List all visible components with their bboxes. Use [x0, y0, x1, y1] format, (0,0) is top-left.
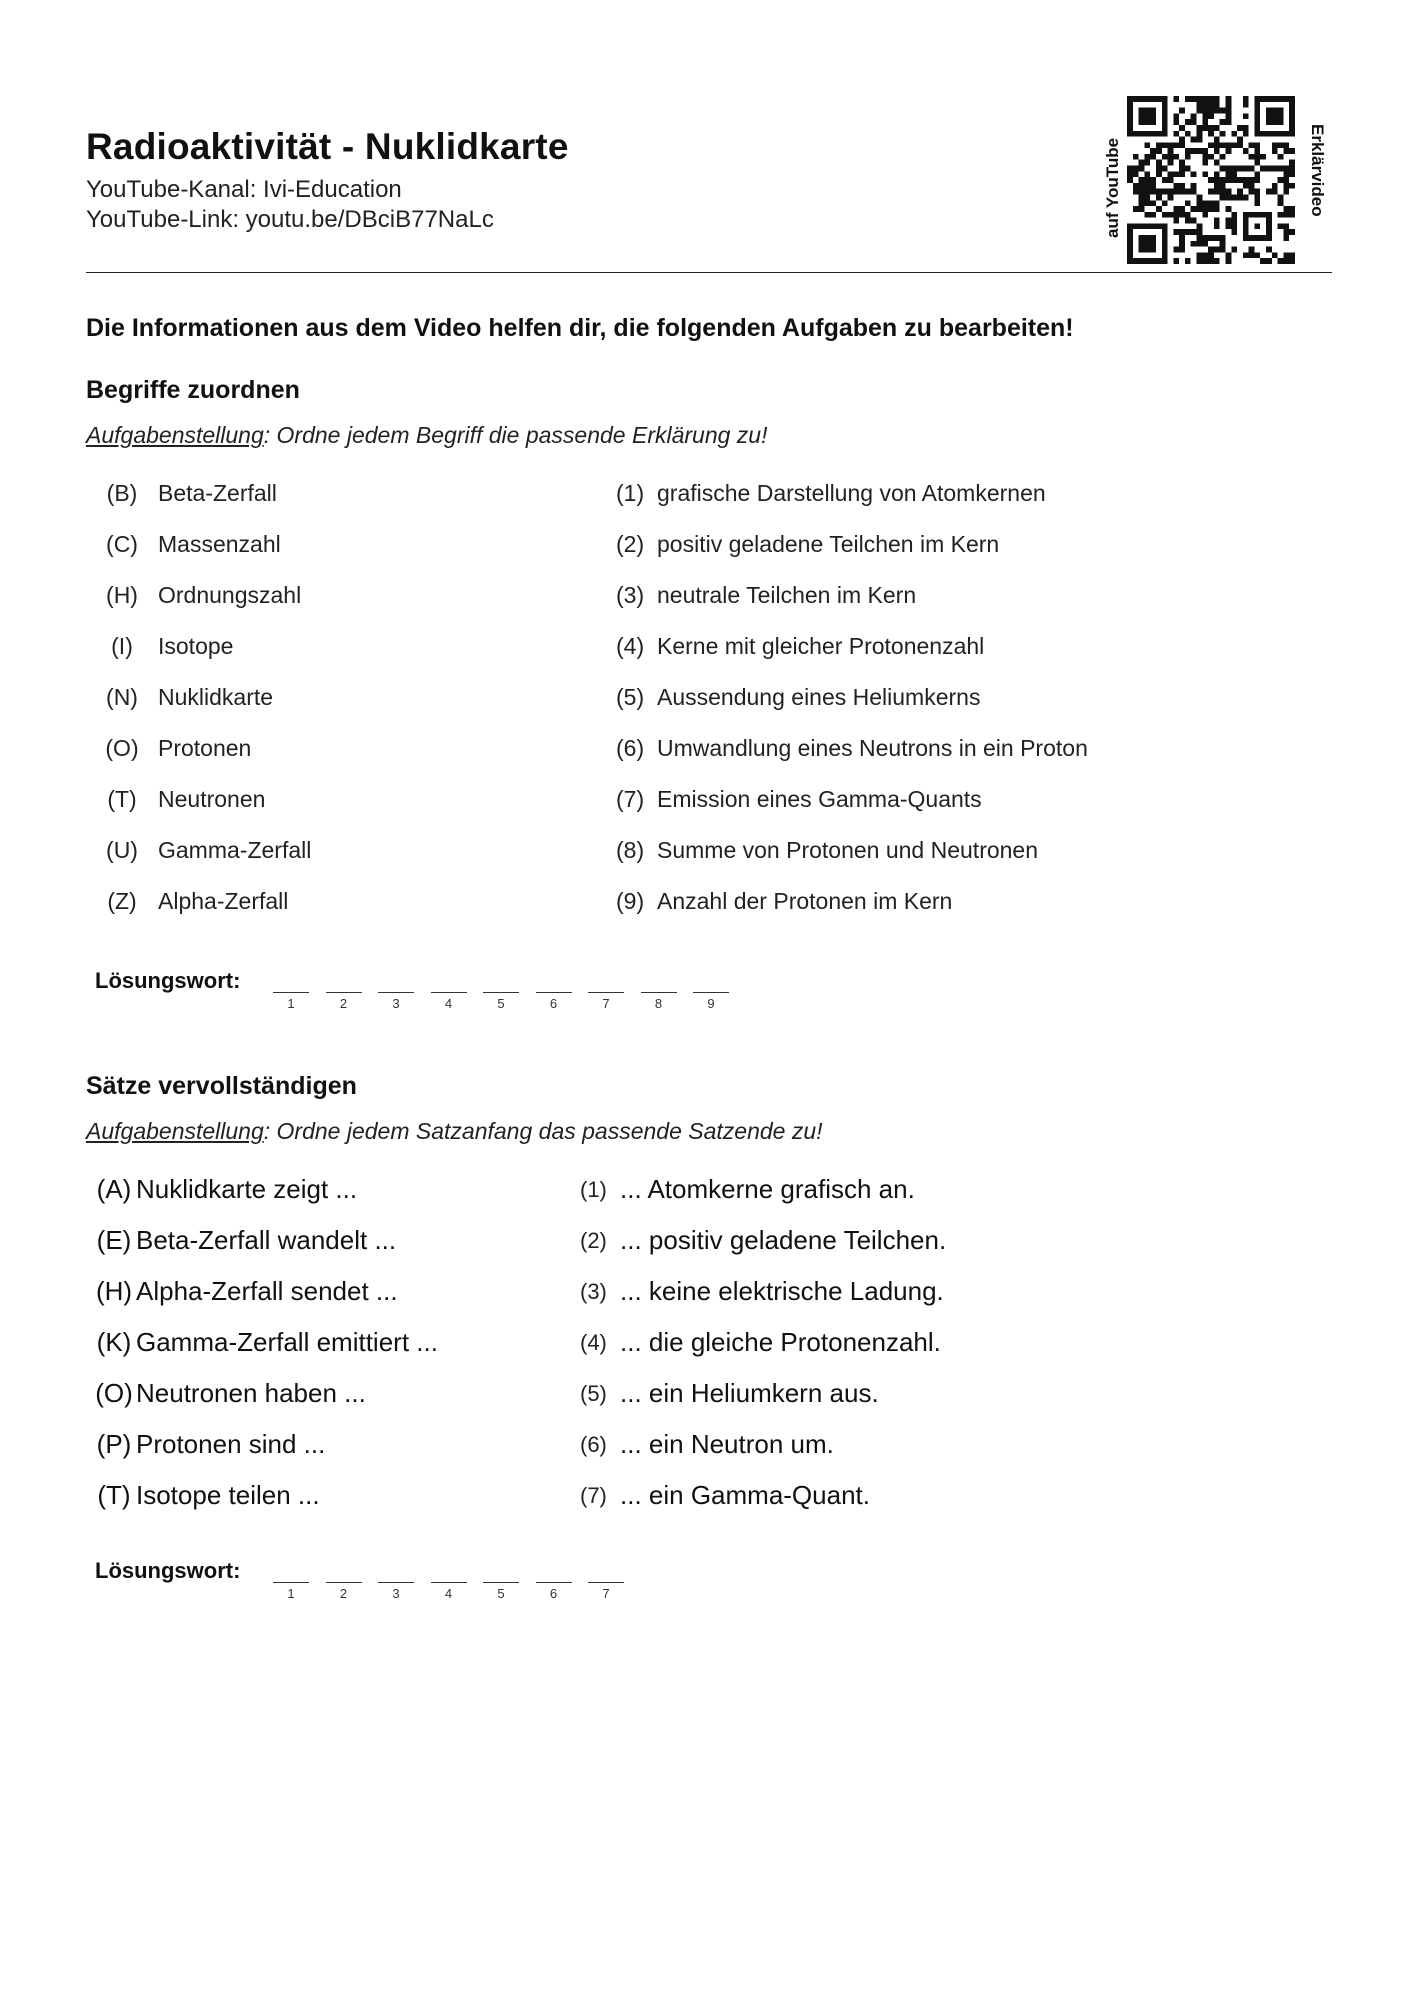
- sentence-start-code: (A): [96, 1174, 132, 1204]
- section1-task-text: : Ordne jedem Begriff die passende Erklärung zu!: [263, 422, 768, 448]
- sentence-ending-number: (4): [580, 1330, 607, 1355]
- qr-left-label-text: auf YouTube: [1103, 137, 1122, 238]
- definition-number: (3): [616, 582, 645, 608]
- sentence-ending-text: ... ein Heliumkern aus.: [620, 1378, 879, 1408]
- section2-heading: Sätze vervollständigen: [86, 1072, 357, 1100]
- sentence-start-text: Beta-Zerfall wandelt ...: [136, 1225, 397, 1255]
- definition-number: (9): [616, 888, 645, 914]
- sentence-ending-text: ... ein Neutron um.: [620, 1429, 834, 1459]
- definition-text: Kerne mit gleicher Protonenzahl: [657, 633, 985, 659]
- term-code: (T): [107, 786, 137, 812]
- term-code: (B): [106, 480, 138, 506]
- sentence-ending-number: (2): [580, 1228, 607, 1253]
- definition-number: (7): [616, 786, 645, 812]
- sentence-start-code: (O): [95, 1378, 133, 1408]
- solution-blank[interactable]: [431, 1582, 467, 1583]
- term-code: (H): [106, 582, 138, 608]
- sentence-ending-number: (5): [580, 1381, 607, 1406]
- solution-blank-number: 4: [444, 1586, 453, 1601]
- term-text: Isotope: [158, 633, 234, 659]
- solution-blank[interactable]: [273, 992, 309, 993]
- term-text: Ordnungszahl: [158, 582, 302, 608]
- solution-blank-number: 9: [707, 996, 715, 1011]
- definition-number: (6): [616, 735, 645, 761]
- solution-blank-number: 2: [339, 1586, 348, 1601]
- term-text: Neutronen: [158, 786, 266, 812]
- sentence-start-text: Nuklidkarte zeigt ...: [136, 1174, 358, 1204]
- solution-blank-number: 8: [654, 996, 663, 1011]
- youtube-channel: YouTube-Kanal: Ivi-Education: [86, 176, 402, 203]
- solution-blank[interactable]: [378, 992, 414, 993]
- solution-blank[interactable]: [483, 992, 519, 993]
- definition-text: Aussendung eines Heliumkerns: [657, 684, 981, 710]
- sentence-ending-text: ... die gleiche Protonenzahl.: [620, 1327, 941, 1357]
- page-title: Radioaktivität - Nuklidkarte: [86, 126, 569, 167]
- qr-right-label-text: Erklärvideo: [1308, 124, 1327, 217]
- definition-text: grafische Darstellung von Atomkernen: [657, 480, 1046, 506]
- solution-blank-number: 5: [497, 996, 505, 1011]
- solution-blank[interactable]: [273, 1582, 309, 1583]
- qr-right-label: [1290, 120, 1350, 240]
- intro-text: Die Informationen aus dem Video helfen dir, die folgenden Aufgaben zu bearbeiten!: [86, 314, 1074, 342]
- section1-task-label: Aufgabenstellung: [86, 422, 264, 448]
- definition-text: Emission eines Gamma-Quants: [657, 786, 982, 812]
- solution-blank[interactable]: [588, 992, 624, 993]
- solution-blank-number: 3: [392, 996, 400, 1011]
- term-text: Nuklidkarte: [158, 684, 274, 710]
- solution-blank[interactable]: [326, 1582, 362, 1583]
- term-text: Gamma-Zerfall: [158, 837, 312, 863]
- solution-blank[interactable]: [641, 992, 677, 993]
- sentence-start-code: (T): [97, 1480, 131, 1510]
- qr-code-icon[interactable]: [1127, 96, 1295, 264]
- solution-blank[interactable]: [693, 992, 729, 993]
- sentence-ending-number: (6): [580, 1432, 607, 1457]
- sentence-start-code: (P): [96, 1429, 132, 1459]
- solution-blank[interactable]: [536, 992, 572, 993]
- solution-blank[interactable]: [431, 992, 467, 993]
- section1-task: [86, 422, 768, 449]
- term-code: (N): [106, 684, 138, 710]
- term-code: (I): [111, 633, 133, 659]
- sentence-ending-text: ... ein Gamma-Quant.: [620, 1480, 870, 1510]
- definition-text: Summe von Protonen und Neutronen: [657, 837, 1039, 863]
- solution-blank[interactable]: [378, 1582, 414, 1583]
- sentence-ending-text: ... positiv geladene Teilchen.: [620, 1225, 947, 1255]
- definition-number: (5): [616, 684, 645, 710]
- section2-solution-label: Lösungswort:: [95, 1558, 241, 1583]
- definition-number: (1): [616, 480, 645, 506]
- solution-blank-number: 1: [287, 996, 295, 1011]
- term-text: Beta-Zerfall: [158, 480, 277, 506]
- section1-solution-label: Lösungswort:: [95, 968, 241, 993]
- sentence-ending-number: (1): [580, 1177, 607, 1202]
- term-text: Massenzahl: [158, 531, 281, 557]
- solution-blank-number: 1: [287, 1586, 295, 1601]
- definition-number: (4): [616, 633, 645, 659]
- sentence-ending-text: ... keine elektrische Ladung.: [620, 1276, 944, 1306]
- solution-blank-number: 2: [339, 996, 348, 1011]
- definition-text: Anzahl der Protonen im Kern: [657, 888, 953, 914]
- term-code: (O): [105, 735, 139, 761]
- solution-blank-number: 3: [392, 1586, 400, 1601]
- sentence-start-code: (K): [96, 1327, 132, 1357]
- term-code: (C): [106, 531, 138, 557]
- sentence-start-text: Isotope teilen ...: [136, 1480, 320, 1510]
- section2-task-text: : Ordne jedem Satzanfang das passende Satzende zu!: [263, 1118, 823, 1144]
- sentence-start-code: (E): [96, 1225, 132, 1255]
- definition-number: (8): [616, 837, 645, 863]
- solution-blank[interactable]: [536, 1582, 572, 1583]
- solution-blank[interactable]: [588, 1582, 624, 1583]
- sentence-start-text: Alpha-Zerfall sendet ...: [136, 1276, 398, 1306]
- solution-blank-number: 4: [444, 996, 453, 1011]
- section1-heading: Begriffe zuordnen: [86, 376, 300, 404]
- solution-blank-number: 6: [549, 1586, 558, 1601]
- term-code: (U): [106, 837, 138, 863]
- sentence-ending-number: (7): [580, 1483, 607, 1508]
- definition-number: (2): [616, 531, 645, 557]
- definition-text: neutrale Teilchen im Kern: [657, 582, 917, 608]
- sentence-start-code: (H): [95, 1276, 133, 1306]
- solution-blank-number: 7: [602, 1586, 610, 1601]
- solution-blank-number: 5: [497, 1586, 505, 1601]
- solution-blank-number: 7: [602, 996, 610, 1011]
- header-divider: [86, 272, 1332, 273]
- definition-text: positiv geladene Teilchen im Kern: [657, 531, 1000, 557]
- section2-task: [86, 1118, 823, 1145]
- solution-blank[interactable]: [326, 992, 362, 993]
- sentence-ending-number: (3): [580, 1279, 607, 1304]
- solution-blank-number: 6: [549, 996, 558, 1011]
- definition-text: Umwandlung eines Neutrons in ein Proton: [657, 735, 1088, 761]
- term-text: Alpha-Zerfall: [158, 888, 289, 914]
- section2-task-label: Aufgabenstellung: [86, 1118, 264, 1144]
- term-code: (Z): [107, 888, 137, 914]
- sentence-start-text: Neutronen haben ...: [136, 1378, 366, 1408]
- term-text: Protonen: [158, 735, 252, 761]
- sentence-ending-text: ... Atomkerne grafisch an.: [620, 1174, 915, 1204]
- sentence-start-text: Gamma-Zerfall emittiert ...: [136, 1327, 438, 1357]
- solution-blank[interactable]: [483, 1582, 519, 1583]
- youtube-link[interactable]: YouTube-Link: youtu.be/DBciB77NaLc: [86, 206, 494, 233]
- sentence-start-text: Protonen sind ...: [136, 1429, 326, 1459]
